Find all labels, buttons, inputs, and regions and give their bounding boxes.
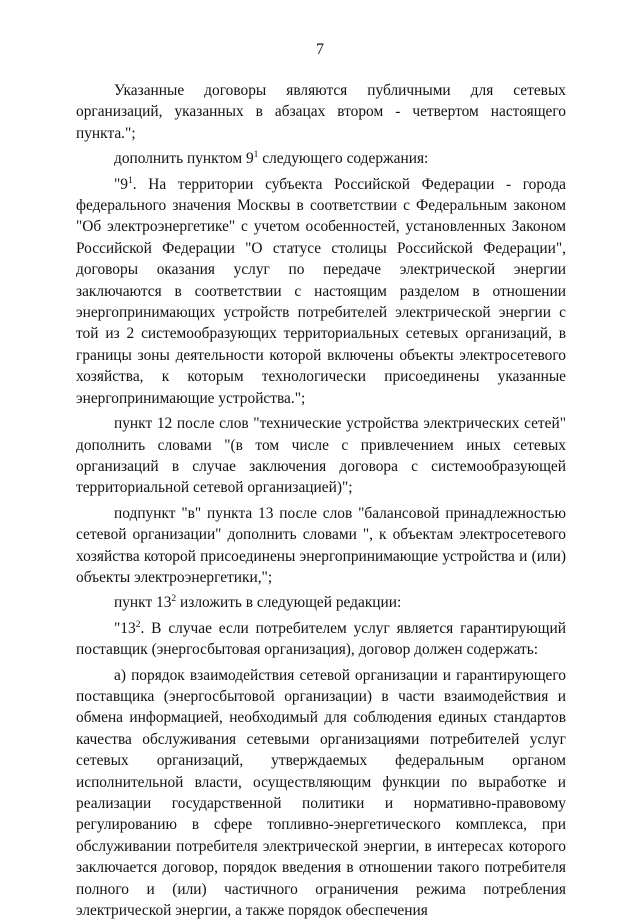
paragraph-text-after: следующего содержания: xyxy=(258,150,429,168)
superscript: 2 xyxy=(171,594,177,605)
paragraph-add-point-9-1 xyxy=(76,148,566,169)
superscript: 1 xyxy=(127,175,133,186)
paragraph-contracts-public xyxy=(76,80,566,144)
paragraph-text-before: "13 xyxy=(114,619,136,637)
paragraph-text: а) порядок взаимодействия сетевой организации и гарантирующего поставщика (энергосбытовой организации) в части взаимодействия и обмена информацией, необходимый для соблюдения единых стандартов качества обслуживания сетевыми организациями потребителей услуг сетевых организаций, утверждаемых федеральным органом исполнительной власти, осуществляющим функции по выработке и реализации государственной политики и нормативно-правовому регулированию в сфере топливно-энергетического комплекса, при обслуживании потребителя электрической энергии, в интересах которого заключается договор, порядок введения в отношении такого потребителя полного и (или) частичного ограничения режима потребления электрической энергии, а также порядок обеспечения xyxy=(76,666,566,920)
document-body xyxy=(76,76,566,921)
paragraph-text-before: "9 xyxy=(114,175,128,193)
paragraph-text-before: дополнить пунктом 9 xyxy=(114,150,254,168)
paragraph-point-9-1-text xyxy=(76,174,566,409)
paragraph-subpoint-a xyxy=(76,665,566,921)
paragraph-text-after: . На территории субъекта Российской Федерации - города федерального значения Москвы в соответствии с Федеральным законом "Об электроэнергетике" с учетом особенностей, установленных Законом Российской Федерации "О статусе столицы Российской Федерации", договоры оказания услуг по передаче электрической энергии заключаются в соответствии с настоящим разделом в отношении энергопринимающих устройств потребителей электрической энергии с той из 2 системообразующих территориальных сетевых организаций, в границы зоны деятельности которой включены объекты электросетевого хозяйства, к которым технологически присоединены указанные энергопринимающие устройства."; xyxy=(76,175,566,407)
paragraph-text: Указанные договоры являются публичными для сетевых организаций, указанных в абзацах втором - четвертом настоящего пункта."; xyxy=(76,82,566,142)
superscript: 2 xyxy=(135,619,141,630)
paragraph-text-before: пункт 13 xyxy=(114,594,172,612)
paragraph-text: подпункт "в" пункта 13 после слов "балансовой принадлежностью сетевой организации" дополнить словами ", к объектам электросетевого хозяйства которой присоединены энергопринимающие устройства и (или) объекты электроэнергетики,"; xyxy=(76,504,566,586)
paragraph-point-13-2-text xyxy=(76,618,566,661)
paragraph-text-after: . В случае если потребителем услуг является гарантирующий поставщик (энергосбытовая организация), договор должен содержать: xyxy=(76,619,566,659)
paragraph-text: пункт 12 после слов "технические устройства электрических сетей" дополнить словами "(в том числе с привлечением иных сетевых организаций в случае заключения договора с системообразующей территориальной сетевой организацией)"; xyxy=(76,415,566,497)
paragraph-text-after: изложить в следующей редакции: xyxy=(176,594,402,612)
paragraph-point-12 xyxy=(76,413,566,499)
page-number: 7 xyxy=(316,41,324,58)
paragraph-point-13-2-intro xyxy=(76,592,566,613)
paragraph-subpoint-v-point-13 xyxy=(76,503,566,589)
superscript: 1 xyxy=(253,150,259,161)
